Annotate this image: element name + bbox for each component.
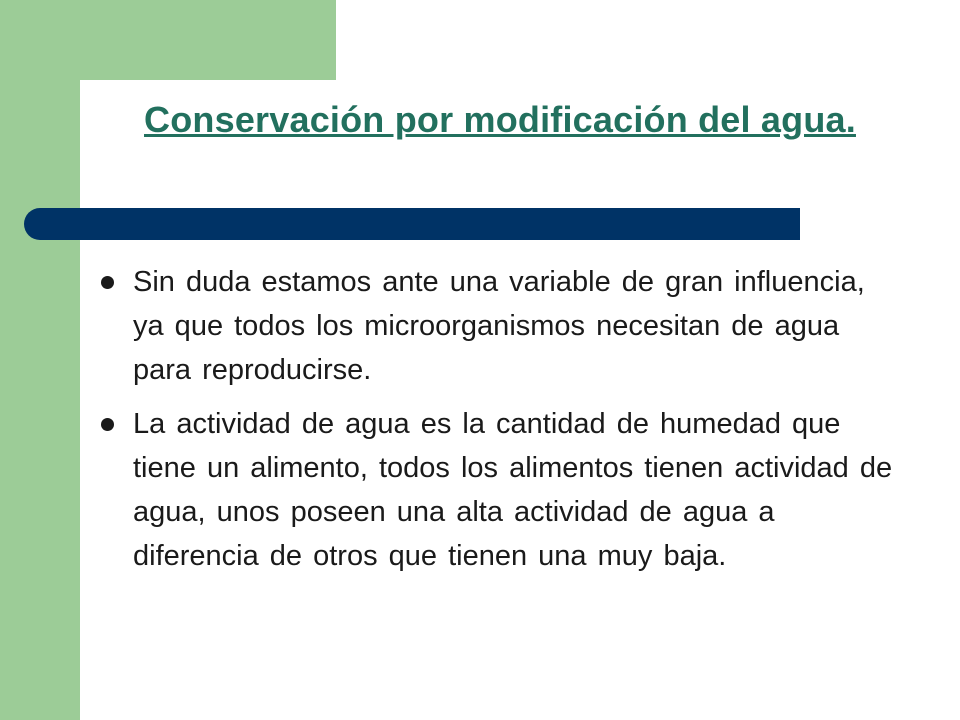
green-decor-left	[0, 0, 80, 720]
bullet-item	[100, 402, 900, 578]
slide-title: Conservación por modificación del agua.	[144, 99, 856, 140]
bullet-text: La actividad de agua es la cantidad de humedad que tiene un alimento, todos los alimentos tienen actividad de agua, unos poseen una alta actividad de agua a diferencia de otros que tienen una muy baja.	[133, 408, 893, 572]
bullet-dot-icon	[101, 418, 114, 431]
bullet-item	[100, 260, 900, 392]
bullet-text: Sin duda estamos ante una variable de gran influencia, ya que todos los microorganismos necesitan de agua para reproducirse.	[133, 266, 865, 386]
title-divider-bar	[24, 208, 800, 240]
bullet-dot-icon	[101, 276, 114, 289]
bullet-list	[100, 260, 900, 588]
